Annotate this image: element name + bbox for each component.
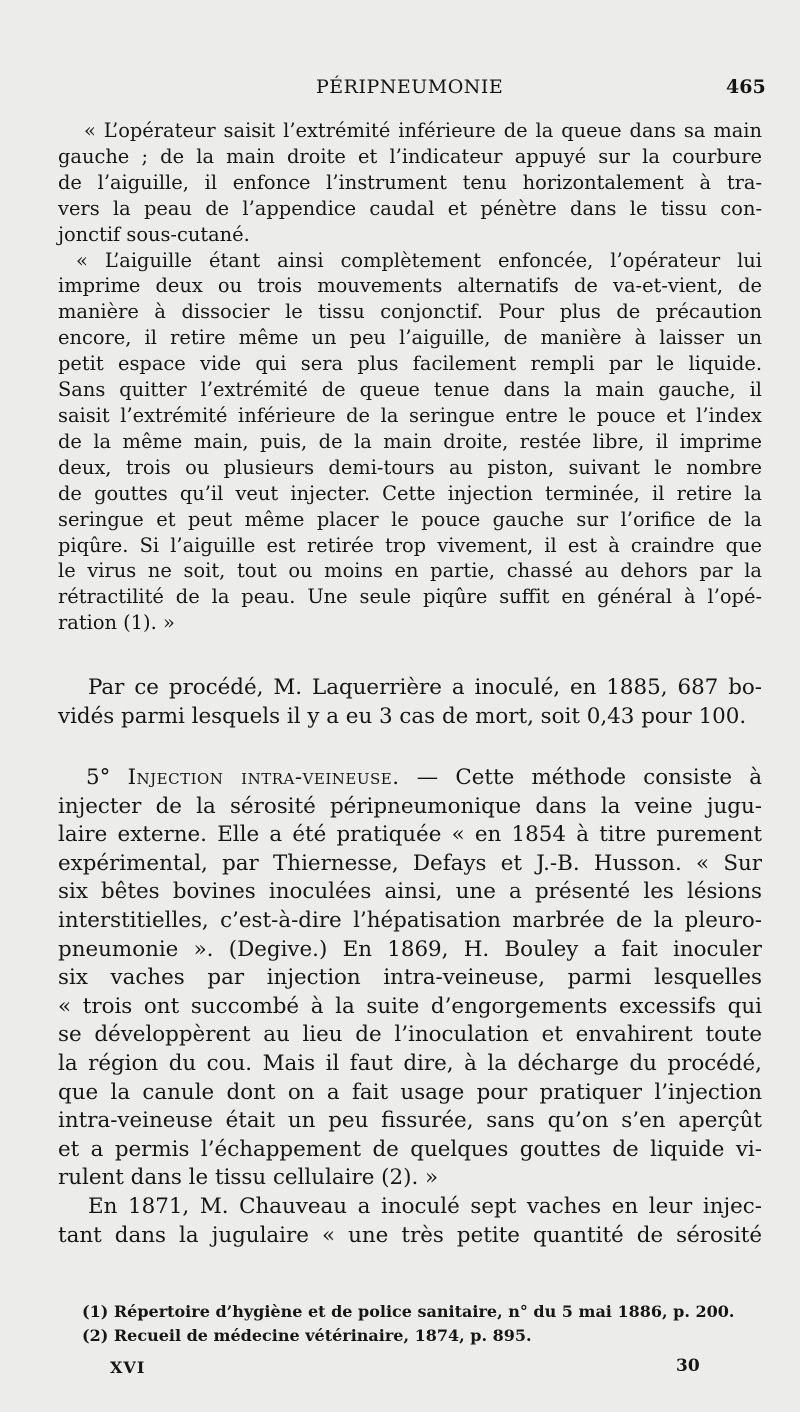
text-line: « L’opérateur saisit l’extrémité inférieure de la queue dans sa main [84, 119, 762, 142]
text-line: le virus ne soit, tout ou moins en partie, chassé au dehors par la [58, 559, 762, 583]
quoted-passage [58, 118, 762, 636]
text-line: encore, il retire même un peu l’aiguille, de manière à laisser un [58, 326, 762, 350]
footnotes [82, 1300, 772, 1348]
signature-number: 30 [676, 1356, 700, 1376]
text-line: six vaches par injection intra-veineuse, parmi lesquelles [58, 965, 762, 991]
text-line: de l’aiguille, il enfonce l’instrument tenu horizontalement à tra- [58, 170, 762, 194]
section-first-line [58, 764, 762, 793]
text-line: expérimental, par Thiernesse, Defays et J.-B. Husson. « Sur [58, 850, 762, 876]
text-line: intra-veineuse était un peu fissurée, sans qu’on s’en aperçût [58, 1108, 762, 1134]
signature-mark: XVI [110, 1358, 146, 1377]
paragraph-laquerriere [58, 674, 762, 731]
section-injection-intra-veineuse [58, 764, 762, 1250]
section-first-line-text: — Cette méthode consiste à [399, 765, 762, 790]
page-number: 465 [726, 76, 766, 98]
text-line: jonctif sous-cutané. [58, 222, 250, 246]
text-line: « L’aiguille étant ainsi complètement enfoncée, l’opérateur lui [76, 248, 762, 272]
text-line: de la même main, puis, de la main droite, restée libre, il imprime [58, 429, 762, 453]
text-line: petit espace vide qui sera plus facilement rempli par le liquide. [58, 352, 762, 376]
text-line: ration (1). » [58, 611, 175, 635]
footnote-1: (1) Répertoire d’hygiène et de police sanitaire, n° du 5 mai 1886, p. 200. [82, 1302, 735, 1321]
text-line: laire externe. Elle a été pratiquée « en 1854 à titre purement [58, 822, 762, 848]
text-line: rulent dans le tissu cellulaire (2). » [58, 1165, 439, 1191]
text-line: En 1871, M. Chauveau a inoculé sept vaches en leur injec- [88, 1193, 762, 1219]
text-line: de gouttes qu’il veut injecter. Cette injection terminée, il retire la [58, 481, 762, 505]
page-header [0, 76, 800, 106]
text-line: gauche ; de la main droite et l’indicateur appuyé sur la courbure [58, 144, 762, 168]
quote-paragraph-2 [58, 248, 762, 637]
running-title: PÉRIPNEUMONIE [316, 76, 504, 98]
text-line: vidés parmi lesquels il y a eu 3 cas de mort, soit 0,43 pour 100. [58, 703, 747, 729]
text-line: six bêtes bovines inoculées ainsi, une a présenté les lésions [58, 879, 762, 905]
text-line: injecter de la sérosité péripneumonique dans la veine jugu- [58, 793, 762, 819]
text-line: saisit l’extrémité inférieure de la seringue entre le pouce et l’index [58, 403, 762, 427]
quote-paragraph-1 [58, 118, 762, 248]
text-line: vers la peau de l’appendice caudal et pénètre dans le tissu con- [58, 196, 762, 220]
footnote-2: (2) Recueil de médecine vétérinaire, 1874, p. 895. [82, 1326, 532, 1345]
text-line: deux, trois ou plusieurs demi-tours au piston, suivant le nombre [58, 455, 762, 479]
text-line: et a permis l’échappement de quelques gouttes de liquide vi- [58, 1136, 762, 1162]
section-heading: Injection intra-veineuse. [127, 765, 400, 790]
text-line: que la canule dont on a fait usage pour pratiquer l’injection [58, 1079, 762, 1105]
text-line: interstitielles, c’est-à-dire l’hépatisation marbrée de la pleuro- [58, 907, 762, 933]
text-line: Par ce procédé, M. Laquerrière a inoculé, en 1885, 687 bo- [88, 675, 762, 700]
text-line: Sans quitter l’extrémité de queue tenue dans la main gauche, il [58, 378, 762, 402]
text-line: la région du cou. Mais il faut dire, à la décharge du procédé, [58, 1050, 762, 1076]
section-number: 5° [86, 765, 111, 790]
text-line: rétractilité de la peau. Une seule piqûre suffit en général à l’opé- [58, 585, 762, 609]
text-line: manière à dissocier le tissu conjonctif. Pour plus de précaution [58, 300, 762, 324]
text-line: imprime deux ou trois mouvements alternatifs de va-et-vient, de [58, 274, 762, 298]
text-line: tant dans la jugulaire « une très petite quantité de sérosité [58, 1222, 762, 1248]
text-line: « trois ont succombé à la suite d’engorgements excessifs qui [58, 993, 762, 1019]
text-line: piqûre. Si l’aiguille est retirée trop vivement, il est à craindre que [58, 533, 762, 557]
text-line: pneumonie ». (Degive.) En 1869, H. Bouley a fait inoculer [58, 936, 762, 962]
text-line: se développèrent au lieu de l’inoculation et envahirent toute [58, 1022, 762, 1048]
text-line: seringue et peut même placer le pouce gauche sur l’orifice de la [58, 507, 762, 531]
